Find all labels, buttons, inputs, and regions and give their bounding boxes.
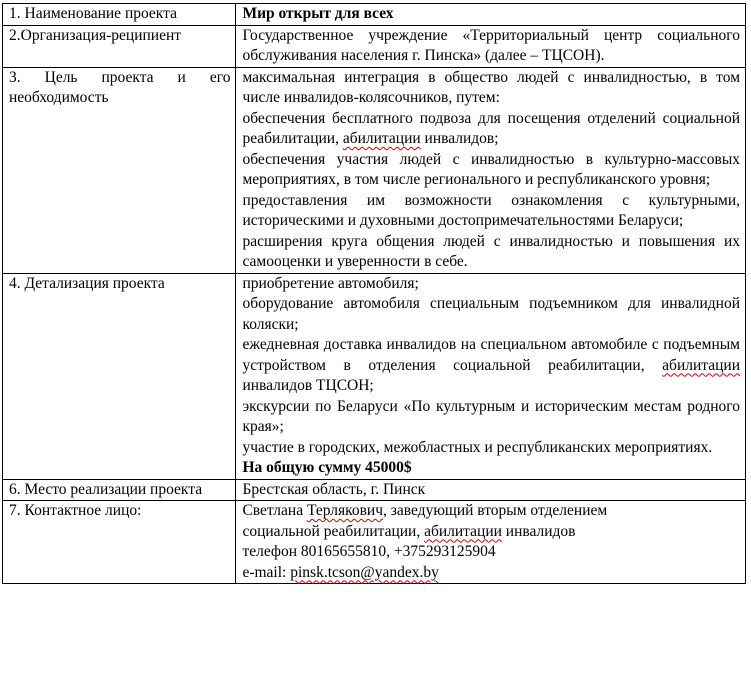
row3-label-line2: необходимость — [9, 89, 109, 106]
table-row — [3, 4, 746, 26]
table-row — [3, 273, 746, 479]
spellcheck-word: абилитации — [662, 356, 740, 374]
project-details — [236, 273, 746, 479]
contact-email: e-mail: pinsk.tcson@yandex.by — [242, 563, 439, 581]
email-address: pinsk.tcson@yandex.by — [290, 563, 439, 581]
spellcheck-word: абилитации — [424, 522, 502, 540]
project-location: Брестская область, г. Пинск — [236, 479, 746, 501]
project-goal — [236, 67, 746, 273]
contact-phone: телефон 80165655810, +375293125904 — [242, 543, 496, 560]
contact-line2: социальной реабилитации, абилитации инвалидов — [242, 522, 576, 540]
details-p1: приобретение автомобиля; — [242, 274, 419, 292]
table-row — [3, 501, 746, 584]
goal-p5: расширения круга общения людей с инвалидностью и повышения их самооценки и уверенности в себе. — [242, 232, 740, 270]
recipient-text: Государственное учреждение «Территориальный центр социального обслуживания населения г. Пинска» (далее – ТЦСОН). — [242, 26, 740, 64]
goal-p3: обеспечения участия людей с инвалидностью в культурно-массовых мероприятиях, в том числе регионального и республиканского уровня; — [242, 150, 740, 188]
details-p3: ежедневная доставка инвалидов на специальном автомобиле с подъемным устройством в отделения социальной реабилитации, абилитации инвалидов ТЦСОН; — [242, 336, 740, 394]
details-p4: экскурсии по Беларуси «По культурным и историческим местам родного края»; — [242, 397, 740, 435]
contact-line1: Светлана Терлякович, заведующий вторым отделением — [242, 502, 608, 519]
total-sum: На общую сумму 45000$ — [242, 459, 412, 476]
row5-label: 6. Место реализации проекта — [3, 479, 236, 501]
table-row — [3, 479, 746, 501]
spellcheck-word: Терлякович — [306, 502, 384, 519]
details-p5: участие в городских, межобластных и республиканских мероприятиях. — [242, 438, 713, 456]
goal-p1: максимальная интеграция в общество людей с инвалидностью, в том числе инвалидов-колясочников, путем: — [242, 68, 740, 106]
row3-label — [3, 67, 236, 273]
recipient-organization — [236, 25, 746, 67]
details-p2: оборудование автомобиля специальным подъемником для инвалидной коляски; — [242, 295, 740, 333]
table-row — [3, 25, 746, 67]
goal-p4: предоставления им возможности ознакомления с культурными, историческими и духовными достопримечательностями Беларуси; — [242, 191, 740, 229]
project-name: Мир открыт для всех — [236, 4, 746, 26]
row6-label: 7. Контактное лицо: — [3, 501, 236, 584]
row3-label-line1: 3. Цель проекта и его — [9, 68, 231, 86]
row1-label: 1. Наименование проекта — [3, 4, 236, 26]
table-row — [3, 67, 746, 273]
project-table — [2, 3, 746, 584]
spellcheck-word: абилитации — [342, 130, 421, 147]
contact-person — [236, 501, 746, 584]
goal-p2: обеспечения бесплатного подвоза для посещения отделений социальной реабилитации, абилитации инвалидов; — [242, 109, 740, 147]
row2-label: 2.Организация-реципиент — [3, 25, 236, 67]
row4-label: 4. Детализация проекта — [3, 273, 236, 479]
